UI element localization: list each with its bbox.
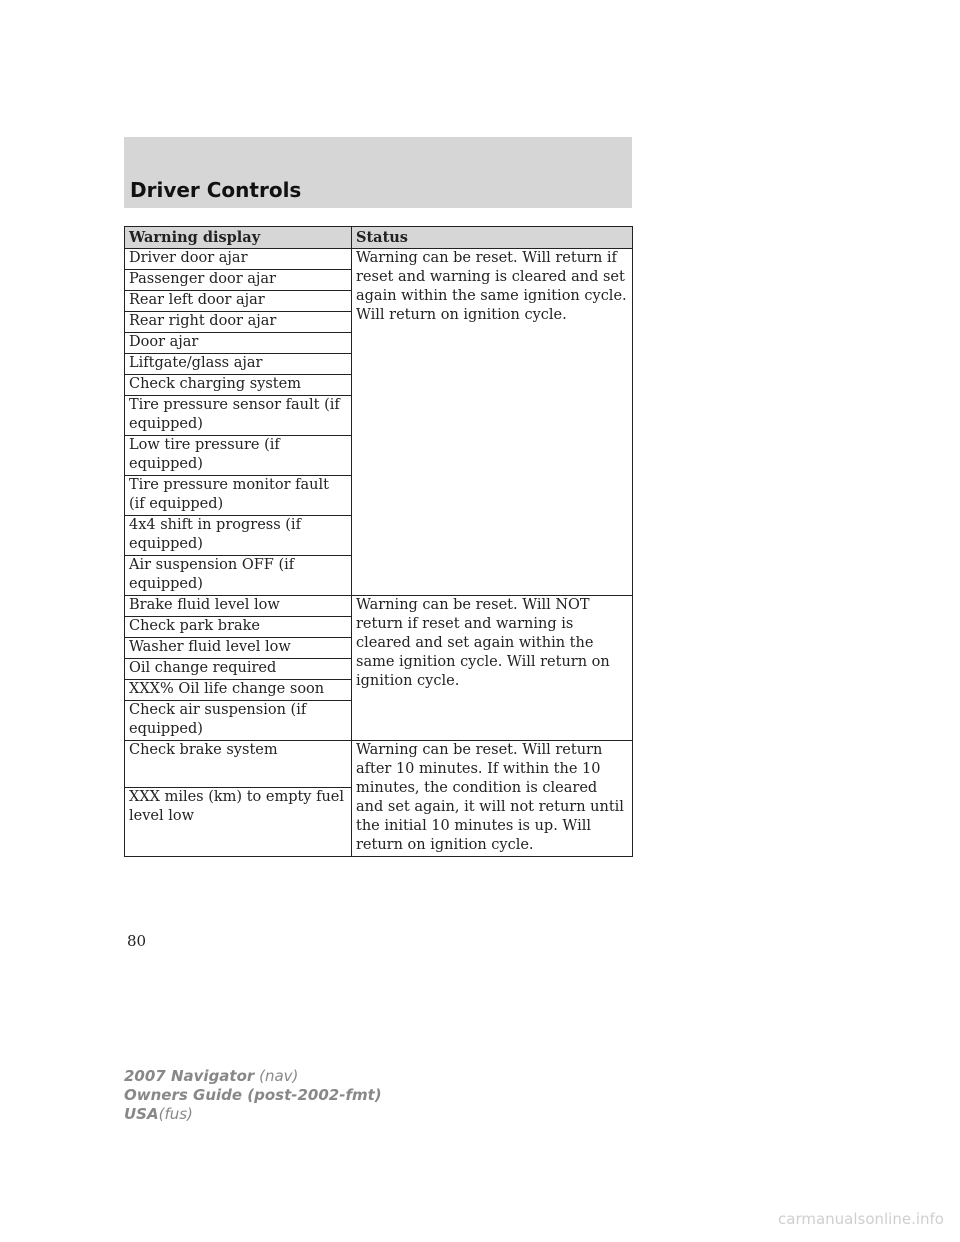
table-header-row <box>125 227 633 249</box>
warning-cell: Check brake system <box>125 741 352 788</box>
warning-cell: Rear right door ajar <box>125 312 352 333</box>
warning-cell: Washer fluid level low <box>125 638 352 659</box>
footer-market-code: (fus) <box>158 1105 193 1123</box>
warning-cell: Door ajar <box>125 333 352 354</box>
warning-cell: XXX miles (km) to empty fuel level low <box>125 787 352 856</box>
section-title: Driver Controls <box>130 178 302 202</box>
watermark-text: carmanualsonline.info <box>778 1210 944 1228</box>
document-footer <box>124 1067 382 1124</box>
warning-cell: Tire pressure sensor fault (if equipped) <box>125 396 352 436</box>
warning-cell: Check charging system <box>125 375 352 396</box>
warning-cell: Check park brake <box>125 617 352 638</box>
column-header-warning-display: Warning display <box>125 227 352 249</box>
footer-model-code: (nav) <box>259 1067 299 1085</box>
warning-cell: Brake fluid level low <box>125 596 352 617</box>
footer-line-2 <box>124 1086 382 1105</box>
warning-cell: Passenger door ajar <box>125 270 352 291</box>
warning-cell: Oil change required <box>125 659 352 680</box>
table-row <box>125 741 633 788</box>
warning-cell: Check air suspension (if equipped) <box>125 701 352 741</box>
table-row <box>125 249 633 270</box>
warning-cell: Air suspension OFF (if equipped) <box>125 556 352 596</box>
status-cell: Warning can be reset. Will return if reset and warning is cleared and set again within the same ignition cycle. Will return on ignition cycle. <box>352 249 633 596</box>
warning-cell: Low tire pressure (if equipped) <box>125 436 352 476</box>
status-cell: Warning can be reset. Will NOT return if reset and warning is cleared and set again within the same ignition cycle. Will return on ignition cycle. <box>352 596 633 741</box>
table-row <box>125 596 633 617</box>
footer-guide: Owners Guide (post-2002-fmt) <box>124 1086 382 1104</box>
status-cell: Warning can be reset. Will return after 10 minutes. If within the 10 minutes, the condition is cleared and set again, it will not return until the initial 10 minutes is up. Will return on ignition cycle. <box>352 741 633 857</box>
footer-market: USA <box>124 1105 159 1123</box>
column-header-status: Status <box>352 227 633 249</box>
warning-cell: 4x4 shift in progress (if equipped) <box>125 516 352 556</box>
warning-cell: Liftgate/glass ajar <box>125 354 352 375</box>
warning-cell: Rear left door ajar <box>125 291 352 312</box>
warning-cell: XXX% Oil life change soon <box>125 680 352 701</box>
warning-cell: Driver door ajar <box>125 249 352 270</box>
footer-model: 2007 Navigator <box>124 1067 255 1085</box>
warning-display-table <box>124 226 633 857</box>
page-number: 80 <box>127 932 147 950</box>
footer-line-3 <box>124 1105 382 1124</box>
warning-cell: Tire pressure monitor fault (if equipped) <box>125 476 352 516</box>
footer-line-1 <box>124 1067 382 1086</box>
